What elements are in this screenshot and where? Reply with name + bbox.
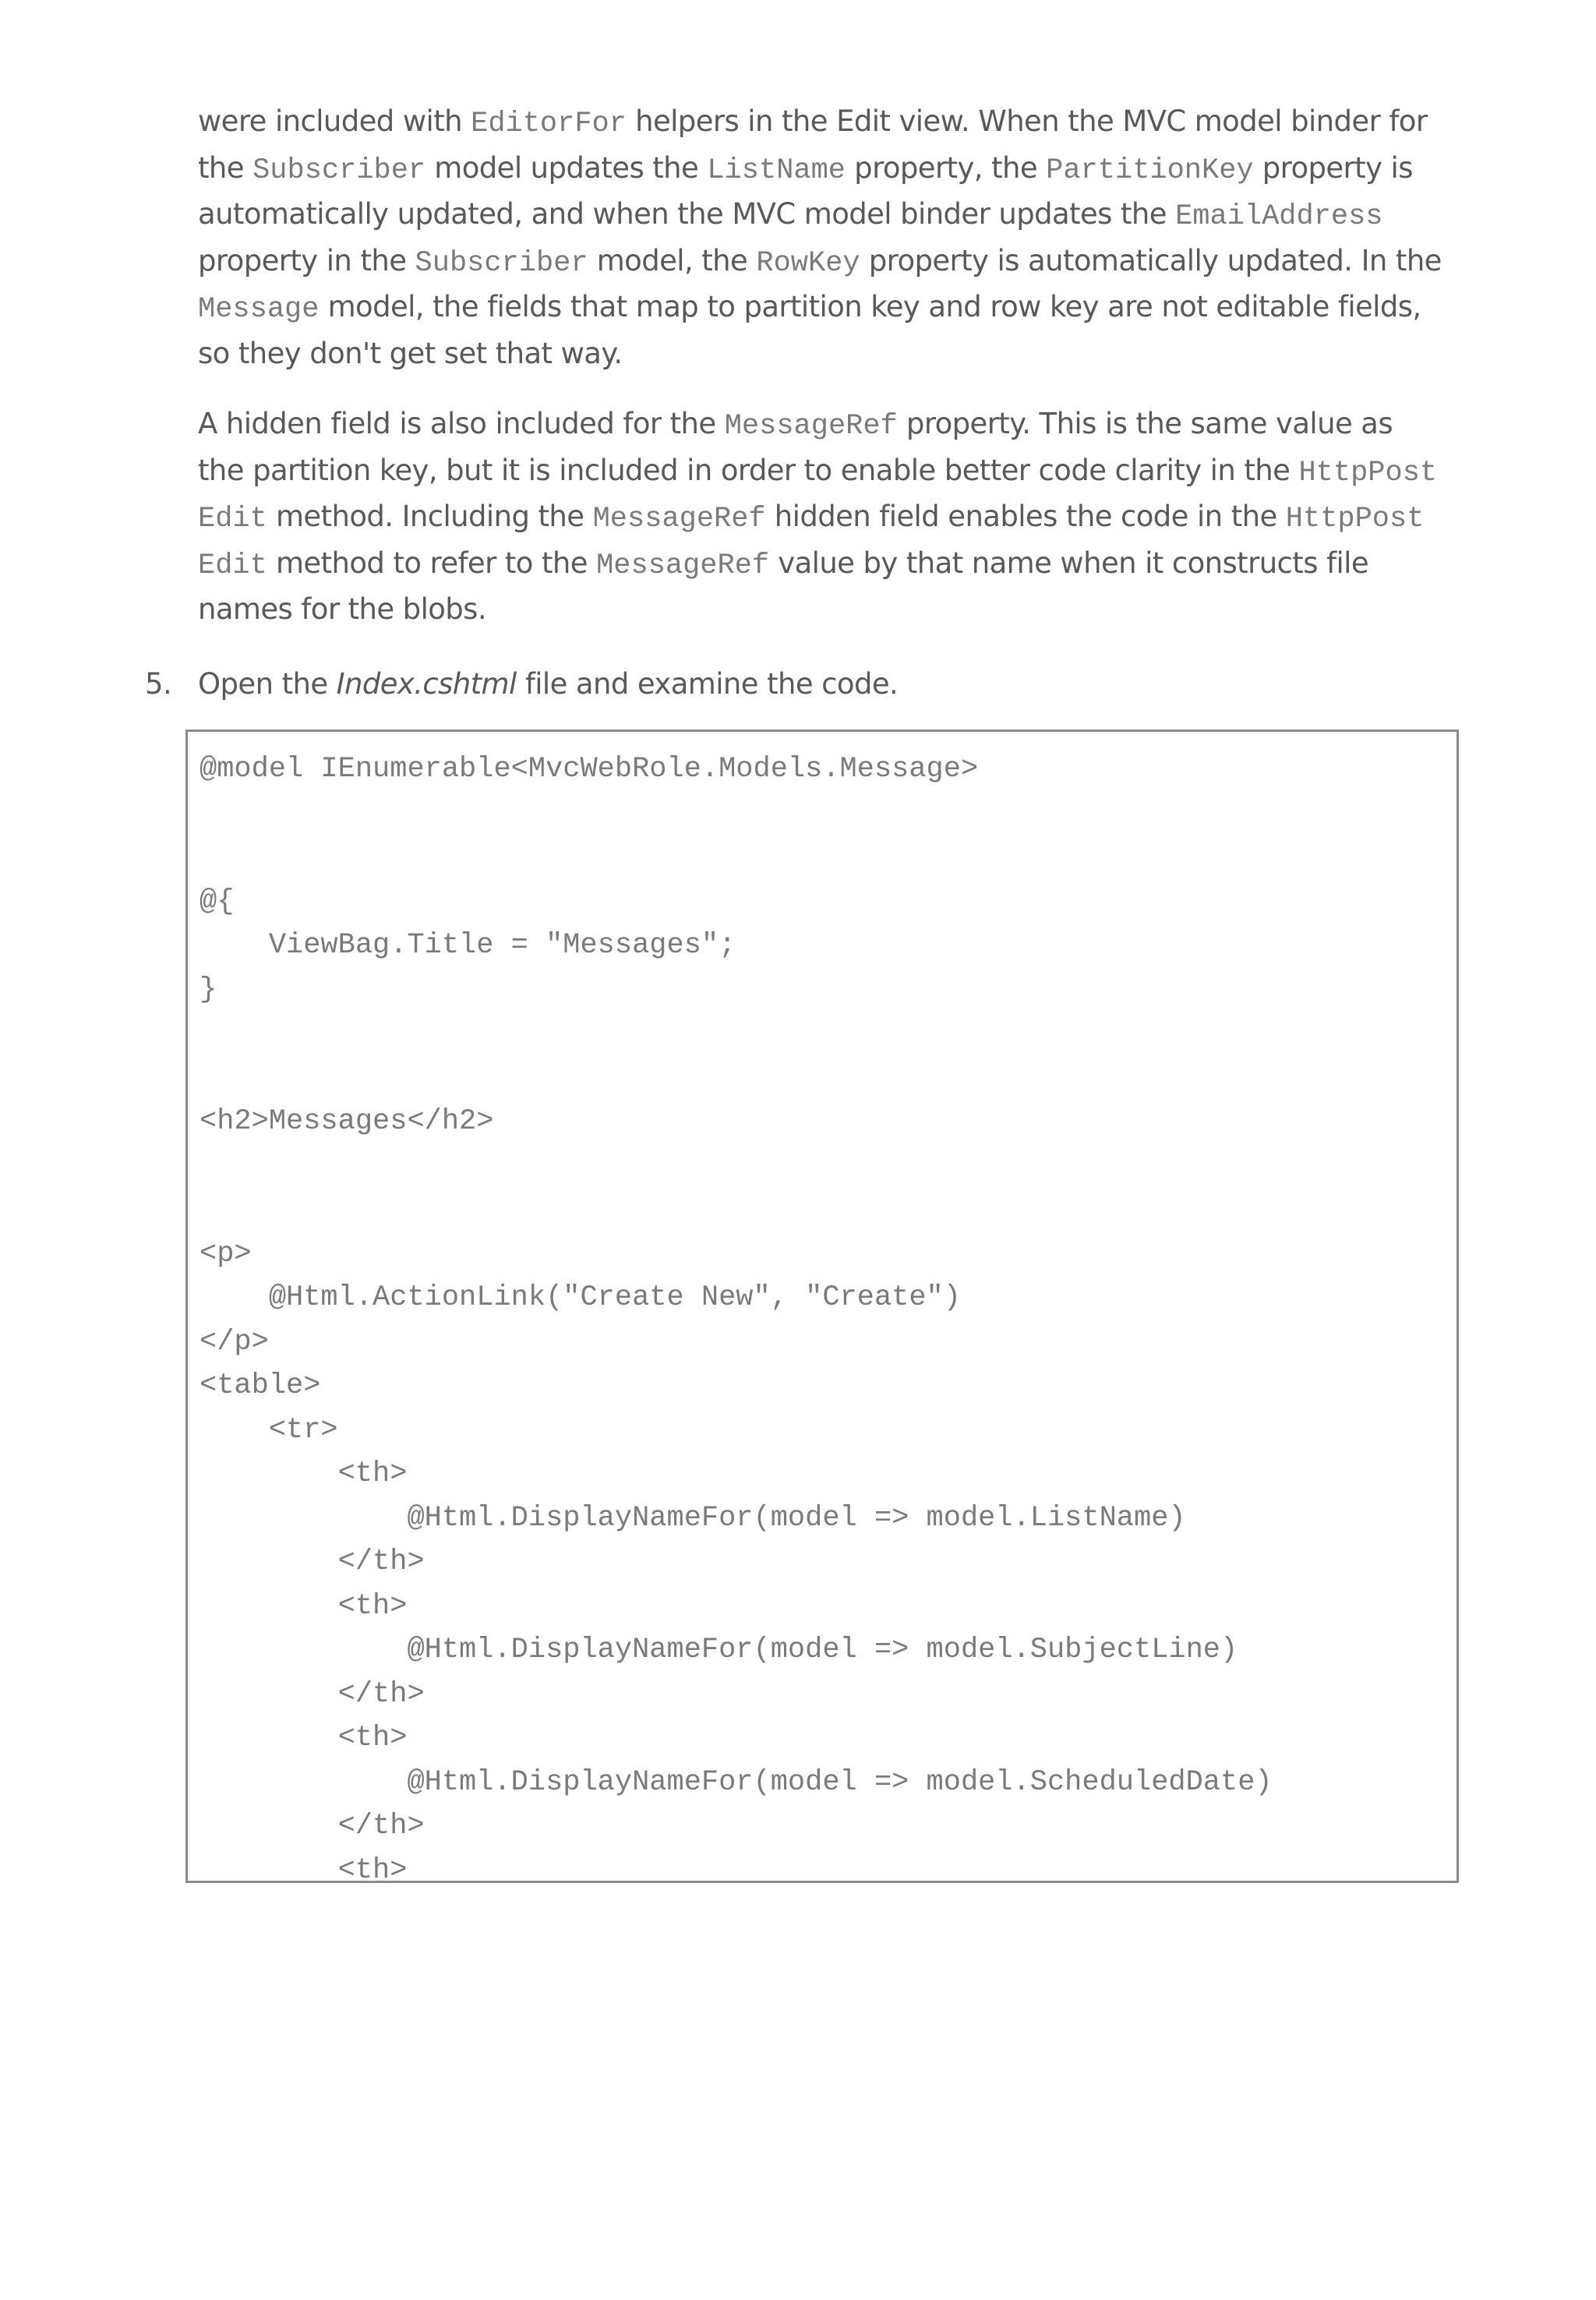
code-line xyxy=(200,1188,1273,1232)
code-line: <th> xyxy=(200,1722,408,1754)
code-line: <h2>Messages</h2> xyxy=(200,1105,494,1138)
code-line: </th> xyxy=(200,1810,425,1842)
inline-code: RowKey xyxy=(756,246,860,280)
paragraph-text: property, the xyxy=(846,150,1047,185)
step-filename: Index.cshtml xyxy=(336,667,517,701)
code-line: } xyxy=(200,973,217,1006)
inline-code: PartitionKey xyxy=(1046,154,1254,187)
inline-code: ListName xyxy=(707,154,846,187)
step-5 xyxy=(145,662,1470,707)
paragraph-text: value by that name when it constructs file names for the blobs. xyxy=(198,546,1368,626)
code-line: @Html.DisplayNameFor(model => model.ScheduledDate) xyxy=(200,1765,1273,1799)
code-line: ViewBag.Title = "Messages"; xyxy=(200,929,736,962)
code-line xyxy=(200,1144,1273,1189)
step-text-before: Open the xyxy=(198,667,337,701)
paragraph-text: property is automatically updated, and when the MVC model binder updates the xyxy=(198,150,1413,231)
code-line xyxy=(200,792,1273,836)
paragraph-text: property is automatically updated. In the xyxy=(860,243,1442,277)
code-lines xyxy=(200,747,1273,1883)
code-block xyxy=(185,730,1459,1883)
paragraph-text: property. This is the same value as the partition key, but it is included in order to enable better code clarity in the xyxy=(198,407,1393,487)
paragraph-text: model updates the xyxy=(425,150,708,185)
code-line: <th> xyxy=(200,1457,408,1490)
code-line: </th> xyxy=(200,1677,425,1711)
inline-code: Subscriber xyxy=(415,246,588,280)
code-line: <tr> xyxy=(200,1413,338,1447)
inline-code: Message xyxy=(198,293,320,326)
code-line: @Html.ActionLink("Create New", "Create") xyxy=(200,1281,961,1314)
inline-code: EmailAddress xyxy=(1175,200,1383,233)
paragraph-text: model, the fields that map to partition key and row key are not editable fields, so they don't get set that way. xyxy=(198,290,1421,370)
inline-code: MessageRef xyxy=(724,410,898,443)
code-line: <th> xyxy=(200,1589,408,1623)
paragraph-hidden-field xyxy=(198,402,1445,632)
step-number: 5. xyxy=(145,667,172,701)
code-line xyxy=(200,836,1273,880)
paragraph-text: hidden field enables the code in the xyxy=(765,500,1286,533)
inline-code: MessageRef xyxy=(592,503,766,535)
inline-code: EditorFor xyxy=(471,108,627,140)
code-line: <p> xyxy=(200,1237,252,1270)
code-line: </p> xyxy=(200,1325,269,1358)
inline-code: HttpPost Edit xyxy=(198,456,1438,535)
inline-code: Subscriber xyxy=(252,154,426,187)
code-line xyxy=(200,1012,1273,1056)
paragraph-text: method to refer to the xyxy=(267,546,597,580)
code-line: @{ xyxy=(200,885,235,918)
paragraph-text: model, the xyxy=(588,243,757,277)
step-text-after: file and examine the code. xyxy=(516,667,899,701)
code-line: <th> xyxy=(200,1853,408,1883)
paragraph-text: were included with xyxy=(198,104,471,138)
paragraph-model-binder xyxy=(198,100,1445,376)
code-line xyxy=(200,1056,1273,1101)
paragraph-text: A hidden field is also included for the xyxy=(198,407,725,440)
code-line: </th> xyxy=(200,1546,425,1578)
code-line: <table> xyxy=(200,1369,321,1402)
paragraph-text: property in the xyxy=(198,243,415,277)
code-line: @model IEnumerable<MvcWebRole.Models.Message> xyxy=(200,753,979,786)
inline-code: MessageRef xyxy=(596,549,770,582)
inline-code: HttpPost Edit xyxy=(198,503,1425,582)
paragraph-text: method. Including the xyxy=(267,500,593,533)
paragraph-text: helpers in the Edit view. When the MVC model binder for the xyxy=(198,104,1428,185)
code-line: @Html.DisplayNameFor(model => model.ListName) xyxy=(200,1501,1186,1535)
code-line: @Html.DisplayNameFor(model => model.SubjectLine) xyxy=(200,1634,1238,1666)
